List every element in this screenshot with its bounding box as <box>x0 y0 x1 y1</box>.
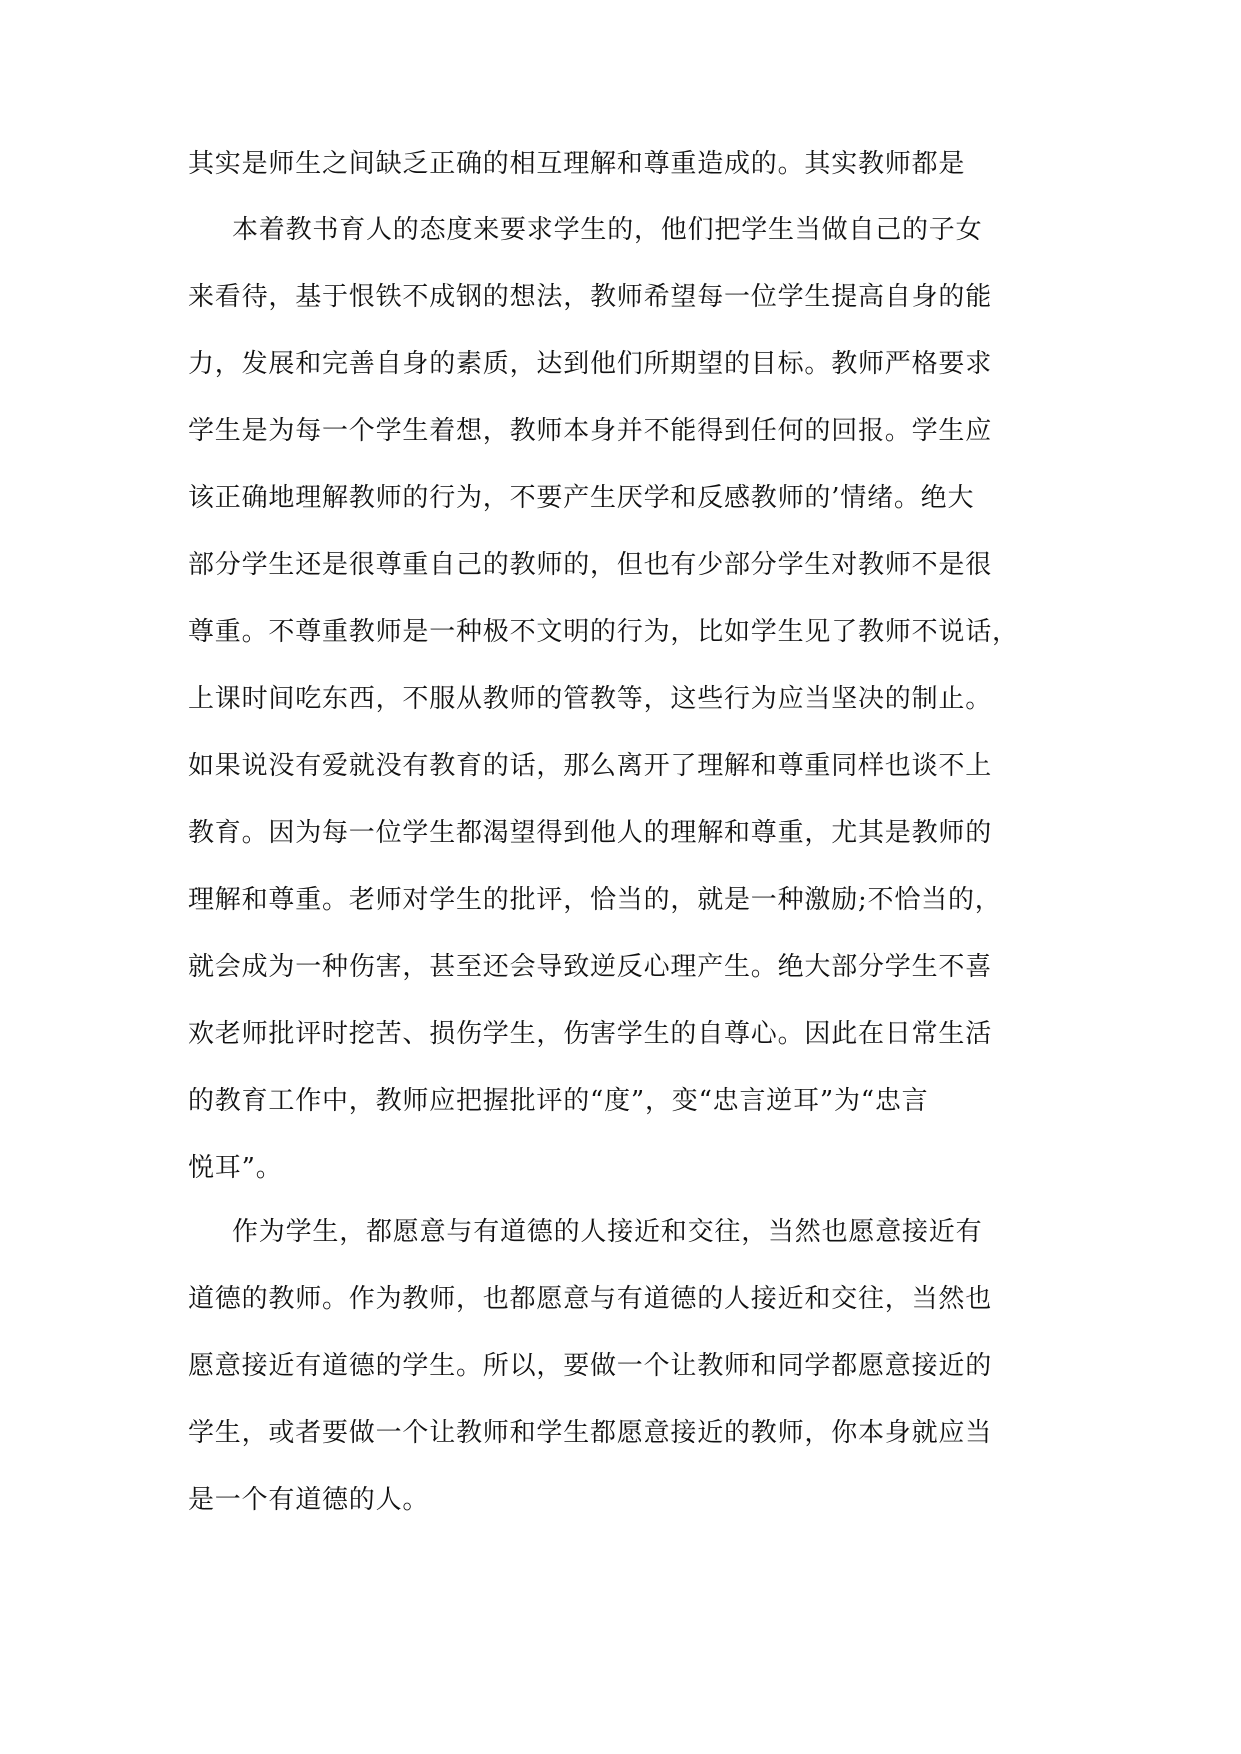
paragraph-line: 如果说没有爱就没有教育的话，那么离开了理解和尊重同样也谈不上 <box>188 751 993 781</box>
paragraph-line: 理解和尊重。老师对学生的批评，恰当的，就是一种激励;不恰当的， <box>188 885 1002 915</box>
paragraph-3 <box>188 1199 1054 1534</box>
paragraph-line: 作为学生，都愿意与有道德的人接近和交往，当然也愿意接近有 <box>232 1217 983 1247</box>
paragraph-2 <box>188 197 1054 1202</box>
paragraph-line: 教育。因为每一位学生都渴望得到他人的理解和尊重，尤其是教师的 <box>188 818 993 848</box>
paragraph-line: 该正确地理解教师的行为，不要产生厌学和反感教师的’情绪。绝大 <box>188 483 975 513</box>
paragraph-line: 其实是师生之间缺乏正确的相互理解和尊重造成的。其实教师都是 <box>188 149 966 179</box>
paragraph-line: 部分学生还是很尊重自己的教师的，但也有少部分学生对教师不是很 <box>188 550 993 580</box>
paragraph-line: 的教育工作中，教师应把握批评的“度”，变“忠言逆耳”为“忠言 <box>188 1086 929 1116</box>
paragraph-line: 就会成为一种伤害，甚至还会导致逆反心理产生。绝大部分学生不喜 <box>188 952 993 982</box>
paragraph-line: 道德的教师。作为教师，也都愿意与有道德的人接近和交往，当然也 <box>188 1284 993 1314</box>
paragraph-line: 上课时间吃东西，不服从教师的管教等，这些行为应当坚决的制止。 <box>188 684 993 714</box>
paragraph-line: 欢老师批评时挖苦、损伤学生，伤害学生的自尊心。因此在日常生活 <box>188 1019 993 1049</box>
paragraph-1 <box>188 131 1054 198</box>
paragraph-line: 学生是为每一个学生着想，教师本身并不能得到任何的回报。学生应 <box>188 416 993 446</box>
paragraph-line: 力，发展和完善自身的素质，达到他们所期望的目标。教师严格要求 <box>188 349 993 379</box>
paragraph-line: 是一个有道德的人。 <box>188 1485 430 1515</box>
paragraph-line: 悦耳”。 <box>188 1153 283 1183</box>
paragraph-line: 愿意接近有道德的学生。所以，要做一个让教师和同学都愿意接近的 <box>188 1351 993 1381</box>
paragraph-line: 学生，或者要做一个让教师和学生都愿意接近的教师，你本身就应当 <box>188 1418 993 1448</box>
paragraph-line: 来看待，基于恨铁不成钢的想法，教师希望每一位学生提高自身的能 <box>188 282 993 312</box>
paragraph-line: 尊重。不尊重教师是一种极不文明的行为，比如学生见了教师不说话， <box>188 617 1019 647</box>
paragraph-line: 本着教书育人的态度来要求学生的，他们把学生当做自己的子女 <box>232 215 983 245</box>
